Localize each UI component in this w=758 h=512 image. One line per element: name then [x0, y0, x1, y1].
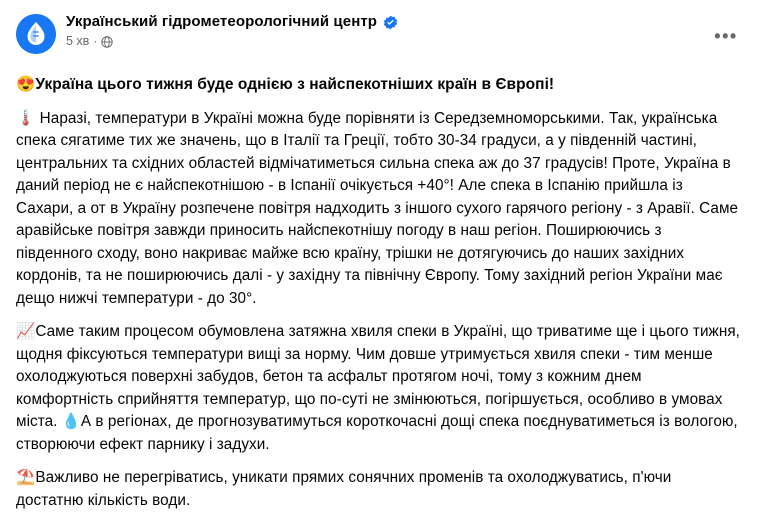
post-paragraph — [16, 108, 742, 311]
avatar[interactable] — [16, 14, 56, 54]
weather-center-logo-icon — [16, 14, 56, 54]
emoji-icon: ⛱️ — [16, 469, 36, 486]
globe-icon[interactable] — [101, 35, 113, 47]
post-more-options-button[interactable]: ••• — [714, 25, 738, 46]
post-paragraph — [16, 74, 742, 97]
post-paragraph-text: Важливо не перегріватись, уникати прямих сонячних променів та охолоджуватись, п'ючи достатню кількість води. — [16, 469, 672, 509]
verified-check-icon — [383, 15, 398, 30]
post-paragraph-text: Саме таким процесом обумовлена затяжна хвиля спеки в Україні, що триватиме ще і цього тижня, щодня фіксуються температури вищі за норму. Чим довше утримується хвиля спеки - тим менше охолоджуються поверхні забудов, бетон та асфальт протягом ночі, тому з кожним днем комфортність сприйняття температур, що по-суті не змінюються, погіршується, особливо в умовах міста. 💧А в регіонах, де прогнозуватимуться короткочасні дощі спека поєднуватиметься із вологою, створюючи ефект парнику і задухи. — [16, 323, 740, 453]
post-paragraph — [16, 321, 742, 456]
page-name[interactable]: Український гідрометеорологічний центр — [66, 13, 378, 30]
page-name-row — [66, 13, 398, 31]
post-header — [16, 12, 742, 64]
post-text-body — [16, 74, 742, 512]
post-paragraph — [16, 467, 742, 512]
meta-separator: · — [93, 34, 98, 48]
post-paragraph-text: Наразі, температури в Україні можна буде порівняти із Середземноморськими. Так, українська спека сягатиме тих же значень, що в Італії та Греції, тобто 30-34 градуси, а у південній частині, центральних та східних областей відмічатиметься сильна спека аж до 37 градусів! Проте, Україна в даний період не є найспекотнішою - в Іспанії очікується +40°! Але спека в Іспанію прийшла із Сахари, а от в Україну розпечене повітря надходить з іншого сухого гарячого регіону - з Аравії. Саме аравійське повітря завжди приносить найспекотнішу погоду в наш регіон. Поширюючись з південного сходу, воно накриває майже всю країну, трішки не дотягуючись до наших західних кордонів, та не поширюючись далі - у західну та північну Європу. Тому західний регіон України має дещо нижчі температури - до 30°. — [16, 109, 739, 307]
post-meta — [66, 34, 398, 48]
emoji-icon: 😍 — [16, 76, 36, 93]
emoji-icon: 📈 — [16, 323, 36, 340]
emoji-icon: 🌡️ — [16, 109, 36, 127]
post-paragraph-text: Україна цього тижня буде однією з найспекотніших країн в Європі! — [35, 76, 555, 93]
post-author-block — [66, 12, 398, 48]
post-timestamp[interactable]: 5 хв — [66, 34, 90, 48]
